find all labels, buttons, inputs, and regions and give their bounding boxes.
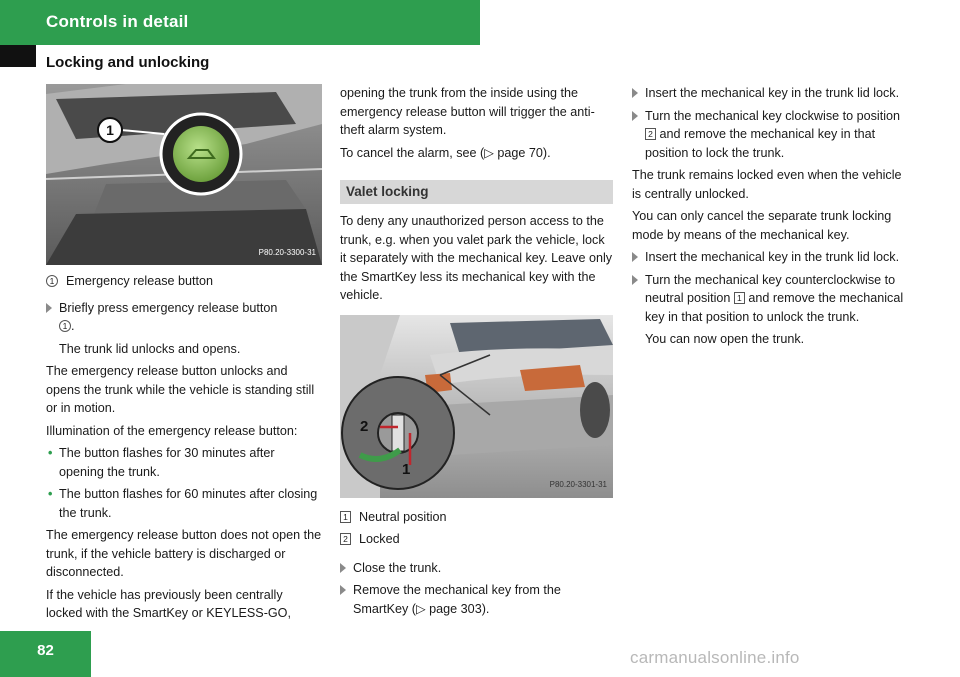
paragraph: To cancel the alarm, see (▷ page 70).: [340, 145, 551, 160]
paragraph: If the vehicle has previously been centrally locked with the SmartKey or KEYLESS-GO,: [46, 587, 291, 620]
step-result: You can now open the trunk.: [645, 332, 805, 346]
bullet-item: • The button flashes for 30 minutes after opening the trunk.: [48, 446, 275, 479]
photo-id: P80.20-3301-31: [549, 480, 607, 489]
paragraph: You can only cancel the separate trunk locking mode by means of the mechanical key.: [632, 209, 892, 242]
position-number: 2: [340, 533, 351, 545]
trunk-emergency-release-photo: [46, 84, 322, 265]
legend-item: 2 Locked: [340, 530, 613, 549]
instruction-step: Close the trunk.: [340, 559, 613, 578]
page-number: 82: [37, 642, 54, 659]
figure-caption: [46, 272, 322, 291]
paragraph: Illumination of the emergency release button:: [46, 423, 298, 438]
trunk-illustration: [46, 84, 322, 265]
step-arrow-icon: [632, 88, 638, 98]
instruction-step: Turn the mechanical key counterclockwise to neutral position 1 and remove the mechanical key in that position to unlock the trunk.: [632, 271, 914, 327]
paragraph: The trunk remains locked even when the vehicle is centrally unlocked.: [632, 168, 902, 201]
step-arrow-icon: [632, 275, 638, 285]
instruction-step: Briefly press emergency release button 1 .: [46, 299, 322, 336]
paragraph: The emergency release button unlocks and opens the trunk while the vehicle is standing still or in motion.: [46, 364, 315, 415]
paragraph: The emergency release button does not open the trunk, if the vehicle battery is discharged or disconnected.: [46, 528, 322, 579]
legend-item: 1 Neutral position: [340, 508, 613, 527]
photo-id: P80.20-3300-31: [258, 247, 316, 257]
position-number: 1: [734, 292, 745, 304]
column-2: [340, 84, 613, 622]
bullet-dot-icon: •: [48, 446, 53, 460]
callout-2: 2: [360, 417, 369, 435]
subsection-heading: Valet locking: [340, 180, 613, 204]
instruction-step: Insert the mechanical key in the trunk lid lock.: [632, 84, 914, 103]
position-number: 2: [645, 128, 656, 140]
step-arrow-icon: [340, 563, 346, 573]
step-arrow-icon: [46, 303, 52, 313]
caption-text: Emergency release button: [66, 274, 214, 288]
step-result: The trunk lid unlocks and opens.: [59, 341, 241, 356]
paragraph: To deny any unauthorized person access to the trunk, e.g. when you valet park the vehicle, lock it separately with the mechanical key. Leave only the SmartKey less its mechanical key with the vehicle.: [340, 214, 613, 302]
instruction-step: Insert the mechanical key in the trunk lid lock.: [632, 248, 914, 267]
chapter-title: Controls in detail: [46, 12, 189, 31]
callout-number: 1: [46, 275, 58, 287]
step-arrow-icon: [632, 252, 638, 262]
bullet-dot-icon: •: [48, 487, 53, 501]
instruction-step: Remove the mechanical key from the SmartKey (▷ page 303).: [340, 581, 613, 618]
section-marker: [0, 45, 36, 67]
watermark: carmanualsonline.info: [630, 648, 800, 667]
callout-number: 1: [59, 320, 71, 332]
section-title: Locking and unlocking: [46, 54, 210, 71]
position-number: 1: [340, 511, 351, 523]
vehicle-rear-photo: [340, 315, 613, 498]
callout-1: 1: [402, 460, 411, 478]
callout-1: 1: [106, 122, 114, 138]
paragraph: opening the trunk from the inside using the emergency release button will trigger the anti-theft alarm system.: [340, 86, 595, 137]
column-1: [46, 84, 322, 623]
instruction-step: Turn the mechanical key clockwise to position 2 and remove the mechanical key in that position to lock the trunk.: [632, 107, 914, 163]
bullet-item: • The button flashes for 60 minutes after closing the trunk.: [48, 487, 318, 520]
step-arrow-icon: [340, 585, 346, 595]
step-arrow-icon: [632, 111, 638, 121]
car-rear-illustration: [340, 315, 613, 498]
column-3: [632, 84, 914, 353]
